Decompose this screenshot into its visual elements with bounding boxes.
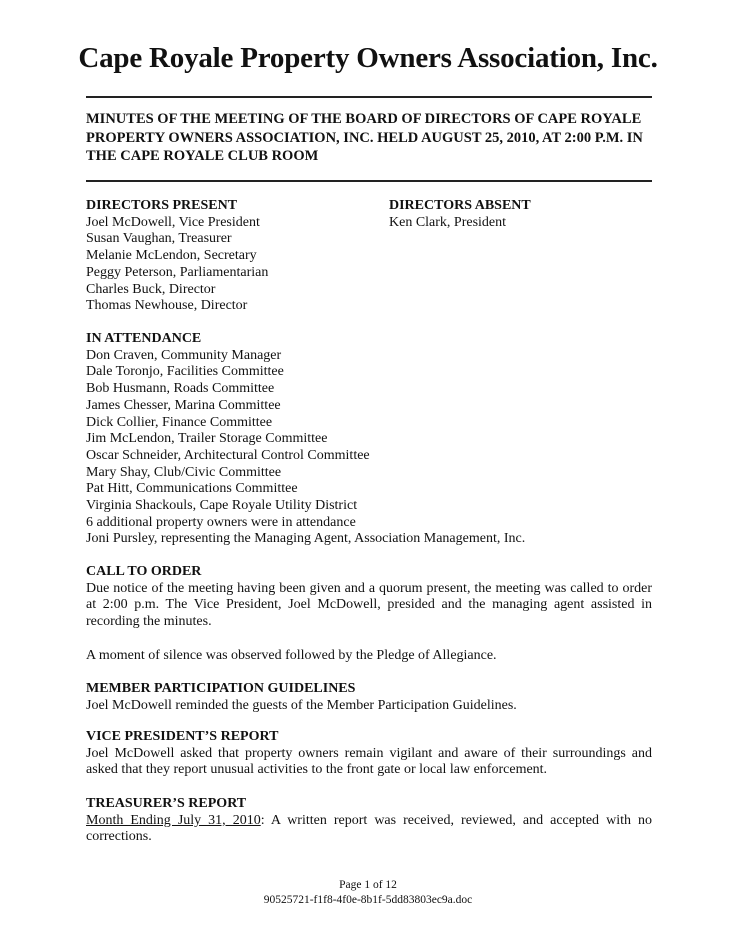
minutes-heading-line: THE CAPE ROYALE CLUB ROOM <box>86 148 319 164</box>
list-item: Peggy Peterson, Parliamentarian <box>86 264 269 280</box>
vp-report-paragraph: Joel McDowell asked that property owners remain vigilant and aware of their surroundings and asked that they report unusual activities to the front gate or local law enforcement. <box>86 745 652 778</box>
call-to-order-section <box>86 564 652 664</box>
member-participation-paragraph: Joel McDowell reminded the guests of the Member Participation Guidelines. <box>86 697 517 713</box>
list-item: Ken Clark, President <box>389 214 507 230</box>
directors-present-section <box>86 198 652 315</box>
silence-paragraph: A moment of silence was observed followed by the Pledge of Allegiance. <box>86 647 497 663</box>
list-item: Oscar Schneider, Architectural Control Committee <box>86 447 370 463</box>
list-item: Dick Collier, Finance Committee <box>86 414 273 430</box>
member-participation-section <box>86 681 652 714</box>
list-item: Charles Buck, Director <box>86 281 216 297</box>
list-item: Joni Pursley, representing the Managing Agent, Association Management, Inc. <box>86 531 526 547</box>
call-to-order-heading: CALL TO ORDER <box>86 564 202 579</box>
list-item: Don Craven, Community Manager <box>86 347 282 363</box>
minutes-heading-line: PROPERTY OWNERS ASSOCIATION, INC. HELD AUGUST 25, 2010, AT 2:00 P.M. IN <box>86 129 643 146</box>
list-item: Thomas Newhouse, Director <box>86 298 248 314</box>
directors-absent-heading: DIRECTORS ABSENT <box>389 198 531 213</box>
treasurer-report-heading: TREASURER’S REPORT <box>86 796 247 811</box>
member-participation-heading: MEMBER PARTICIPATION GUIDELINES <box>86 681 356 696</box>
treasurer-report-text: : A written report was received, reviewed, and accepted with no corrections. <box>86 812 652 845</box>
minutes-heading-line: MINUTES OF THE MEETING OF THE BOARD OF DIRECTORS OF CAPE ROYALE <box>86 111 642 127</box>
list-item: Pat Hitt, Communications Committee <box>86 481 298 497</box>
minutes-heading <box>86 110 652 166</box>
title-divider <box>86 96 652 98</box>
list-item: Bob Husmann, Roads Committee <box>86 381 275 397</box>
treasurer-report-paragraph <box>86 813 652 846</box>
file-name: 90525721-f1f8-4f0e-8b1f-5dd83803ec9a.doc <box>263 894 473 906</box>
vp-report-heading: VICE PRESIDENT’S REPORT <box>86 729 279 744</box>
list-item: Virginia Shackouls, Cape Royale Utility District <box>86 498 358 514</box>
page-footer <box>0 878 736 908</box>
list-item: Jim McLendon, Trailer Storage Committee <box>86 431 328 447</box>
list-item: Mary Shay, Club/Civic Committee <box>86 464 282 480</box>
organization-title: Cape Royale Property Owners Association, Inc. <box>78 42 658 74</box>
directors-present-heading: DIRECTORS PRESENT <box>86 198 238 213</box>
in-attendance-section <box>86 331 652 548</box>
directors-absent-section <box>389 198 531 231</box>
list-item: Melanie McLendon, Secretary <box>86 248 257 264</box>
heading-divider <box>86 180 652 182</box>
page-number: Page 1 of 12 <box>339 879 397 891</box>
list-item: 6 additional property owners were in attendance <box>86 514 356 530</box>
list-item: Dale Toronjo, Facilities Committee <box>86 364 284 380</box>
list-item: Susan Vaughan, Treasurer <box>86 231 232 247</box>
in-attendance-heading: IN ATTENDANCE <box>86 331 202 346</box>
treasurer-report-section <box>86 796 652 846</box>
report-period-label: Month Ending July 31, 2010 <box>86 812 261 828</box>
vp-report-section <box>86 729 652 779</box>
call-to-order-paragraph: Due notice of the meeting having been given and a quorum present, the meeting was called to order at 2:00 p.m. The Vice President, Joel McDowell, presided and the managing agent assisted in recording the minutes. <box>86 580 652 630</box>
list-item: James Chesser, Marina Committee <box>86 397 281 413</box>
list-item: Joel McDowell, Vice President <box>86 214 260 230</box>
